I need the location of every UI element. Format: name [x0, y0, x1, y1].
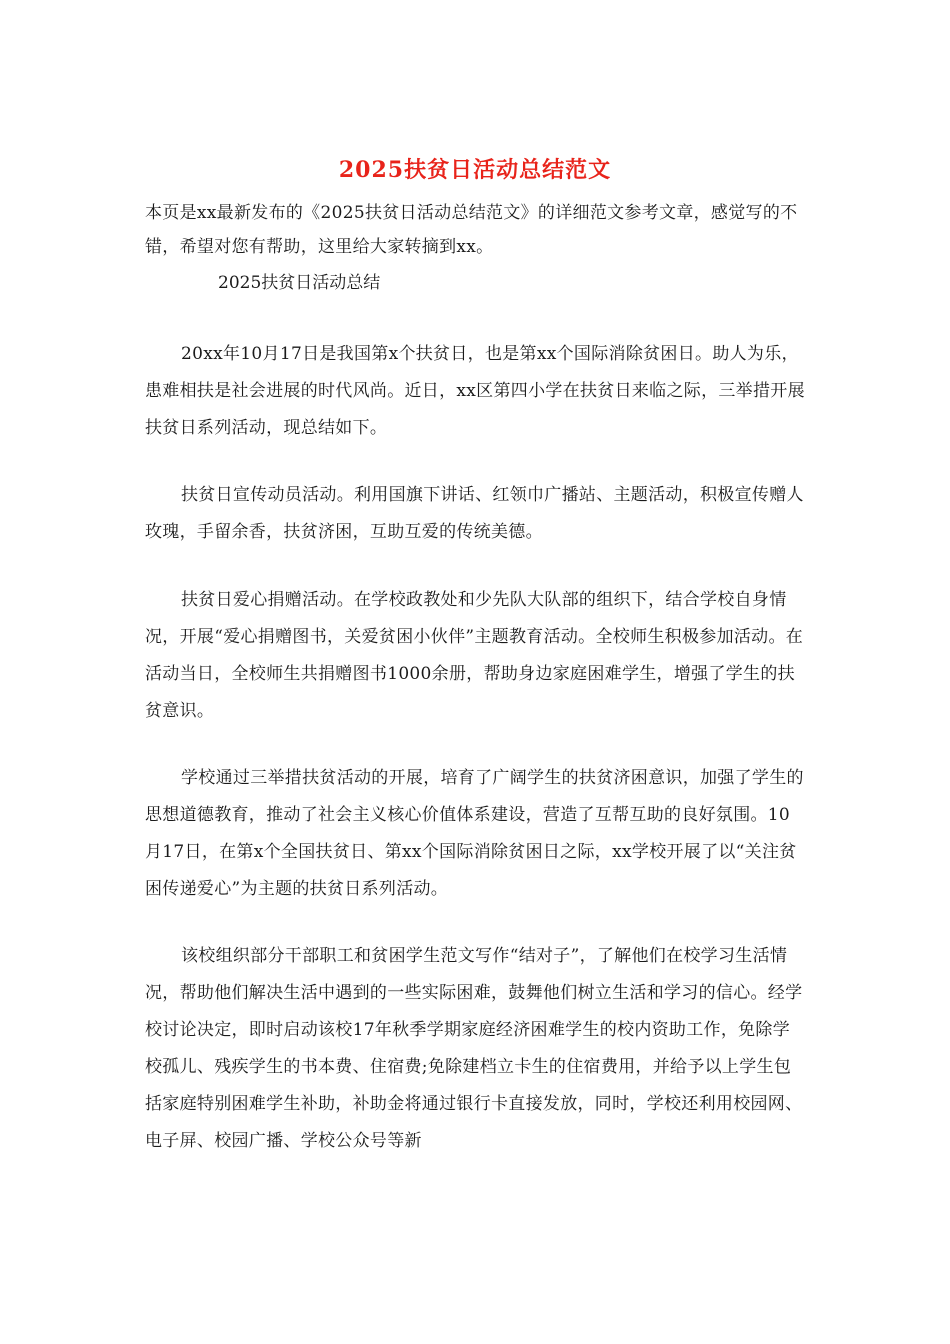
document-title: 2025扶贫日活动总结范文 [338, 157, 612, 183]
paragraph: 扶贫日爱心捐赠活动。在学校政教处和少先队大队部的组织下，结合学校自身情况，开展“爱心捐赠图书，关爱贫困小伙伴”主题教育活动。全校师生积极参加活动。在活动当日，全校师生共捐赠图书1000余册，帮助身边家庭困难学生，增强了学生的扶贫意识。 [145, 590, 804, 721]
paragraph: 扶贫日宣传动员活动。利用国旗下讲话、红领巾广播站、主题活动，积极宣传赠人玫瑰，手留余香，扶贫济困，互助互爱的传统美德。 [145, 485, 804, 542]
intro-text: 本页是xx最新发布的《2025扶贫日活动总结范文》的详细范文参考文章，感觉写的不错，希望对您有帮助，这里给大家转摘到xx。 [145, 203, 798, 257]
paragraph: 该校组织部分干部职工和贫困学生范文写作“结对子”，了解他们在校学习生活情况，帮助他们解决生活中遇到的一些实际困难，鼓舞他们树立生活和学习的信心。经学校讨论决定，即时启动该校17年秋季学期家庭经济困难学生的校内资助工作，免除学校孤儿、残疾学生的书本费、住宿费;免除建档立卡生的住宿费用，并给予以上学生包括家庭特别困难学生补助，补助金将通过银行卡直接发放，同时，学校还利用校园网、电子屏、校园广播、学校公众号等新 [145, 946, 803, 1151]
paragraph: 20xx年10月17日是我国第x个扶贫日，也是第xx个国际消除贫困日。助人为乐，患难相扶是社会进展的时代风尚。近日，xx区第四小学在扶贫日来临之际，三举措开展扶贫日系列活动，现总结如下。 [145, 344, 805, 438]
paragraph: 学校通过三举措扶贫活动的开展，培育了广阔学生的扶贫济困意识，加强了学生的思想道德教育，推动了社会主义核心价值体系建设，营造了互帮互助的良好氛围。10月17日，在第x个全国扶贫日、第xx个国际消除贫困日之际，xx学校开展了以“关注贫困传递爱心”为主题的扶贫日系列活动。 [145, 768, 804, 899]
section-subtitle: 2025扶贫日活动总结 [218, 273, 381, 293]
